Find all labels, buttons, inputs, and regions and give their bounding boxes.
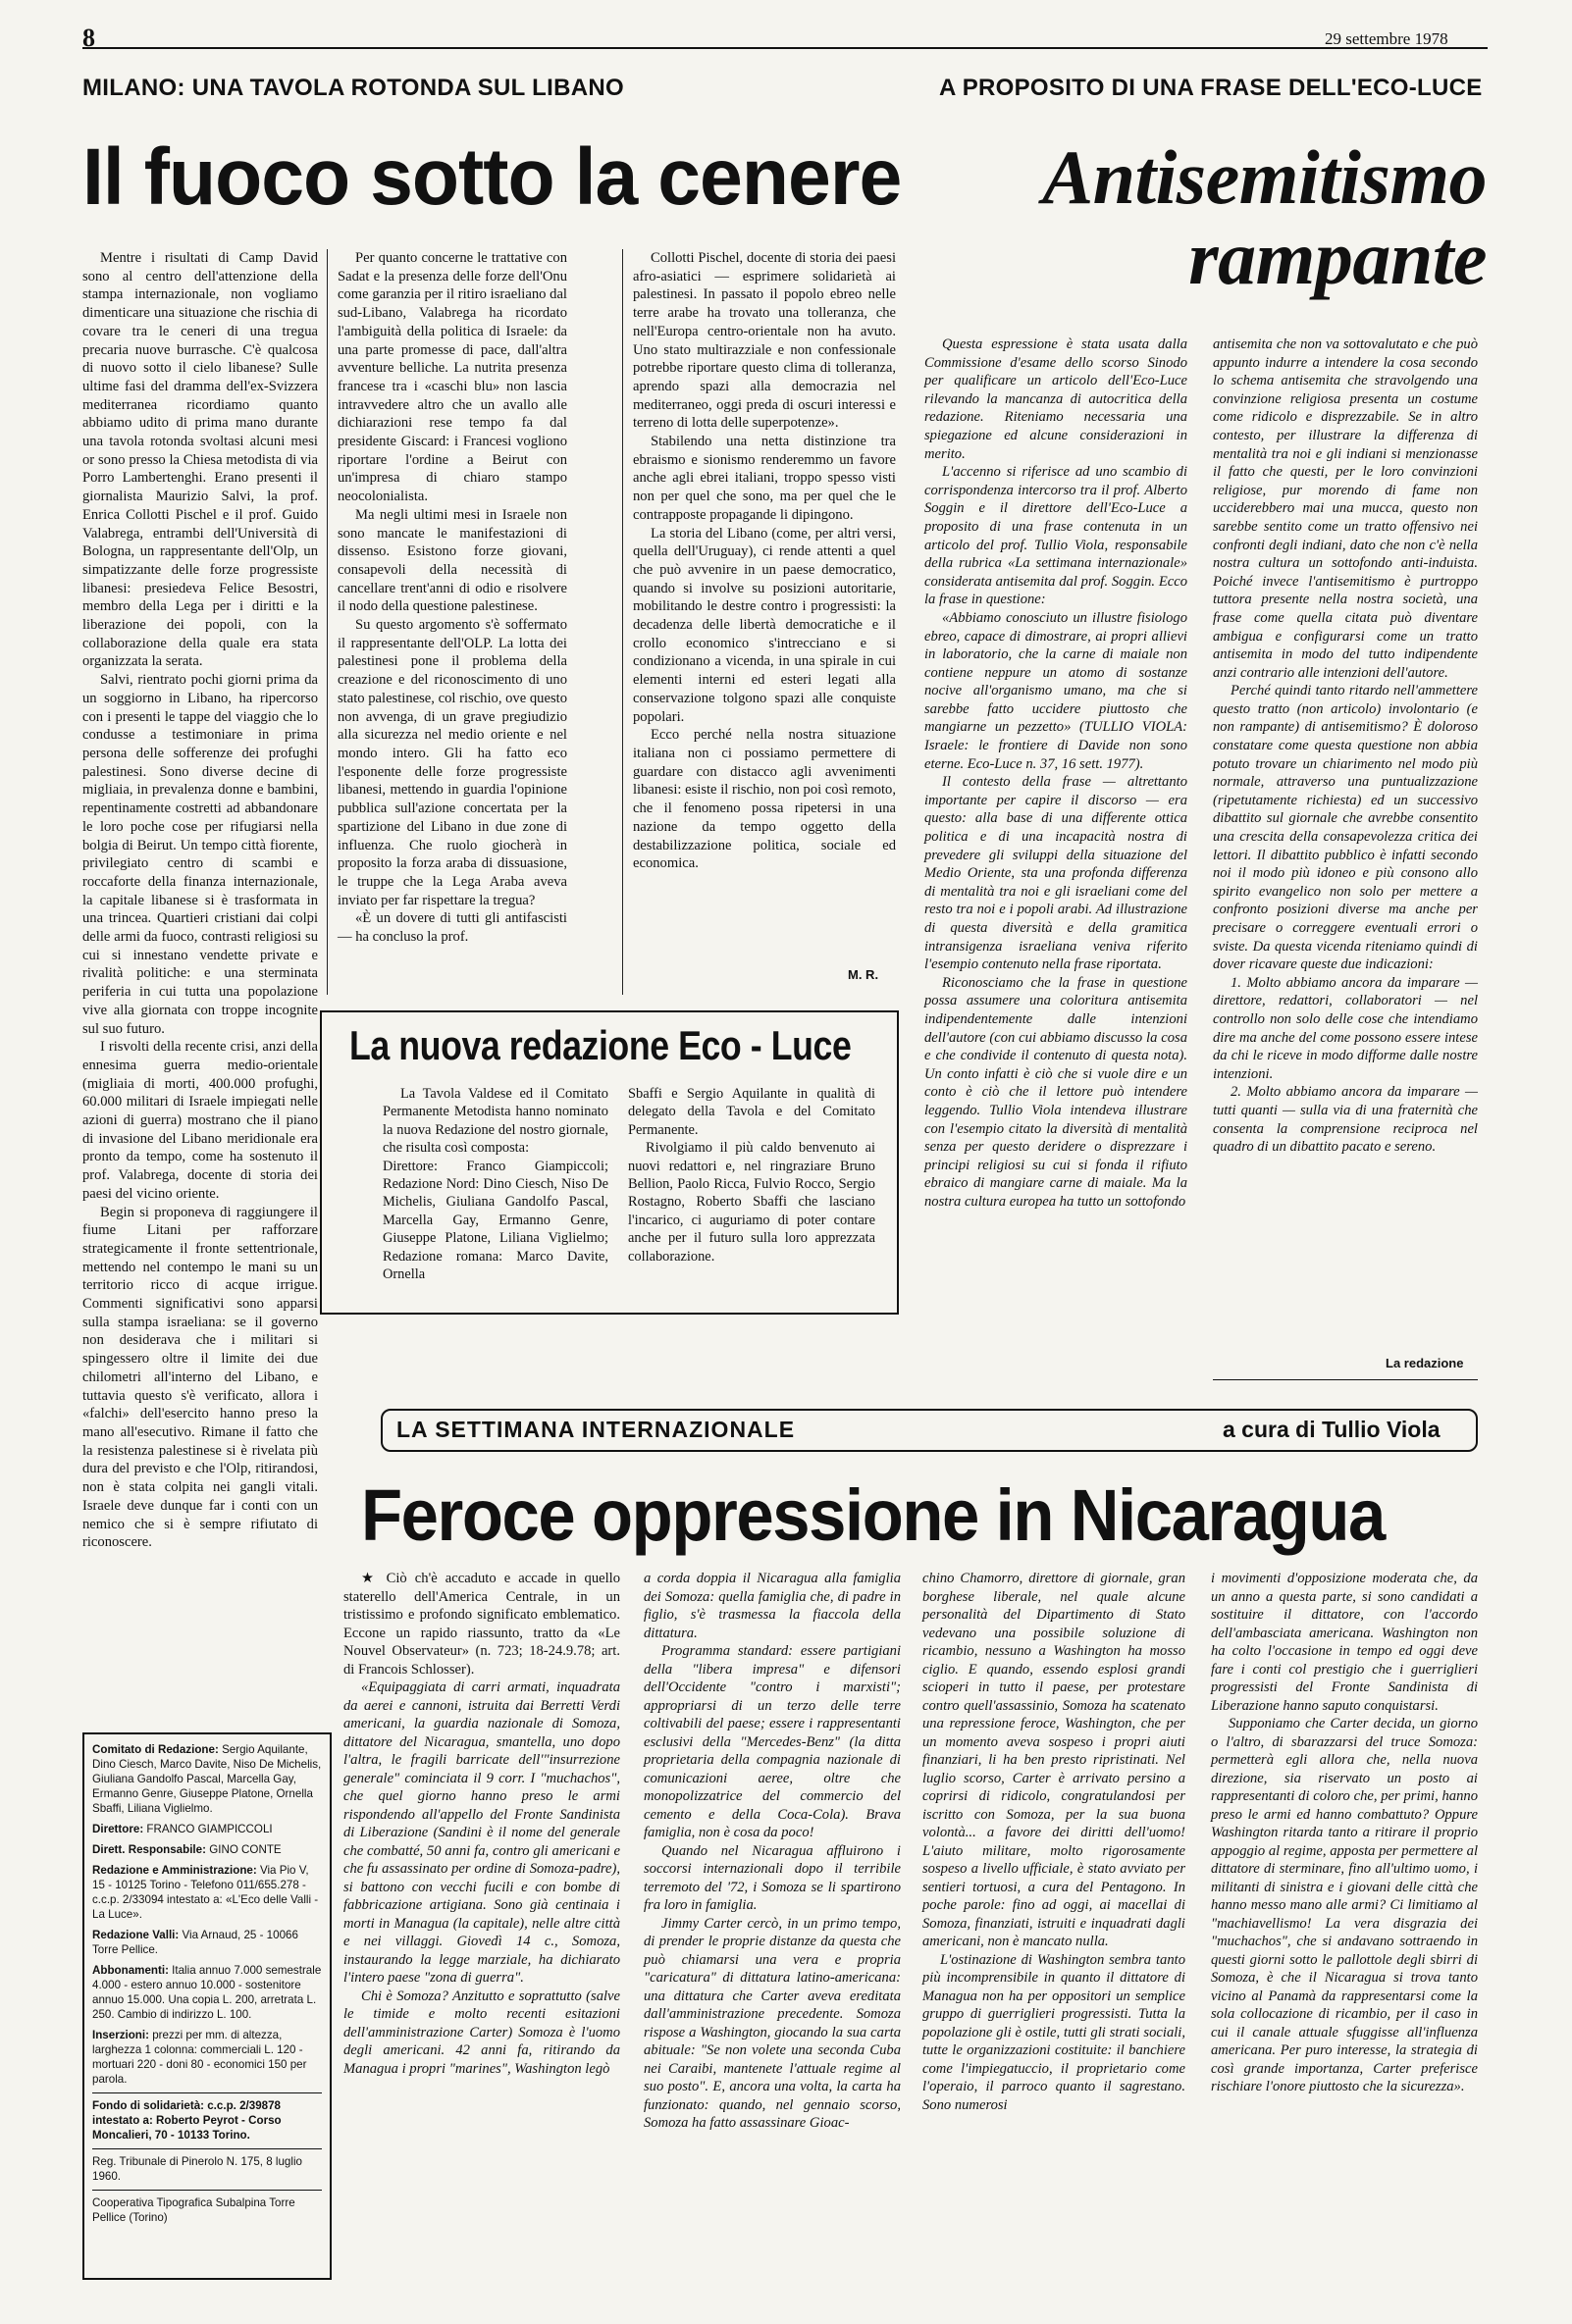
- paragraph: Ecco perché nella nostra situazione italiana non ci possiamo permettere di guardare con distacco agli avvenimenti libanesi: esiste il rischio, non poi così remoto, che il fenomeno possa ripetersi in una nazione da tempo oggetto della destabilizzazione politica, sociale ed economica.: [633, 727, 896, 872]
- article-end-rule: [1213, 1379, 1478, 1380]
- paragraph: «Equipaggiata di carri armati, inquadrata da aerei e cannoni, istruita dai Berretti Verdi americani, la guardia nazionale di Somoza, dittatore del Nicaragua, smantella, uno dopo l'altra, le fragili barricate dell'"insurrezione generale" cominciata il 9 corr. I "muchachos", che quel giorno hanno preso le armi rispondendo all'appello del Fronte Sandinista di Liberazione (Sandini è il nome del generale che combatté, 50 anni fa, contro gli americani e che fu assassinato per ordine di Somoza-padre), si battono con vecchi fucili e con bombe di fabbricazione artigiana. Sono già centinaia i morti in Managua (la capitale), nelle altre città e nei villaggi. Giovedì 14 c., Somoza, instaurando la legge marziale, ha dichiarato l'intero paese "zona di guerra".: [343, 1679, 620, 1986]
- paragraph: 2. Molto abbiamo ancora da imparare — tutti quanti — sulla via di una fraternità che consenta la comprensione reciproca nel quadro di un dibattito pacato e sereno.: [1213, 1084, 1478, 1156]
- paragraph: Stabilendo una netta distinzione tra ebraismo e sionismo renderemmo un favore anche agli ebrei italiani, troppo spesso visti non per quel che sono, ma per quel che le contrapposte propagande li dipingono.: [633, 434, 896, 523]
- paragraph: Riconosciamo che la frase in questione possa assumere una coloritura antisemita indipendentemente dalle intenzioni dell'autore (con cui abbiamo discusso la cosa e che condivide il contenuto di questa nota). Un conto infatti è ciò che si vuole dire e un conto è ciò che il lettore può intendere leggendo. Tullio Viola intendeva illustrare con l'esempio citato la diversità di mentalità senza per questo deridere o disprezzare i principi religiosi su cui si fonda il rifiuto ebraico di mangiare carne di maiale. Ma la nostra cultura europea ha tutto un sottofondo: [924, 974, 1187, 1210]
- masthead-registration: Reg. Tribunale di Pinerolo N. 175, 8 luglio 1960.: [92, 2148, 322, 2184]
- paragraph: Il contesto della frase — altrettanto importante per capire il discorso — era questo: alla base di una differente ottica politica e di una incapacità nostra di prevedere gli sviluppi della situazione del Medio Oriente, sta una profonda differenza di mentalità tra noi e gli israeliani come del resto tra noi e i popoli arabi. Ad illustrazione di questa diversità e della gramitica intransigenza israeliana veniva riferito l'esempio contenuto nella frase riportata.: [924, 774, 1187, 973]
- paragraph: Programma standard: essere partigiani della "libera impresa" e difensori dell'Occidente "contro i marxisti"; appropriarsi di un terzo delle terre coltivabili del paese; essere i rappresentanti esclusivi della "Mercedes-Benz" (la ditta proprietaria della compagnia nazionale di comunicazioni aeree, oltre che monopolizzatrice del commercio del cemento e della Coca-Cola). Brava famiglia, non è cosa da poco!: [644, 1643, 901, 1840]
- masthead-direttore: [92, 1822, 322, 1836]
- right-article-headline: [991, 134, 1487, 300]
- nuova-redazione-col1: [383, 1085, 608, 1309]
- nuova-redazione-title: La nuova redazione Eco - Luce: [349, 1022, 852, 1068]
- paragraph: I risvolti della recente crisi, anzi della ennesima guerra medio-orientale (migliaia di morti, 400.000 profughi, 60.000 militari di Israele impiegati nelle azioni di guerra) mostrano che il piano di invasione del Libano meridionale era pronto da tempo, come ha sostenuto il prof. Valabrega, docente di storia dei paesi del vicino oriente.: [82, 1039, 318, 1202]
- settimana-col1: [343, 1570, 620, 2286]
- left-article-col2: [338, 249, 567, 995]
- value: Via Arnaud, 25 - 10066 Torre Pellice.: [92, 1929, 298, 1956]
- paragraph: Per quanto concerne le trattative con Sadat e la presenza delle forze dell'Onu come garanzia per il ritiro israeliano dal sud-Libano, Valabrega ha ricordato l'ambiguità della politica di Israele: da una parte promesse di pace, dall'altra avventure belliche. La nutrita presenza francese tra i «caschi blu» non lascia intravvedere altro che un avallo alle dichiarazioni rese tempo fa dal presidente Giscard: i Francesi vogliono riportare l'ordine a Beirut con un'impresa di chiaro stampo neocolonialista.: [338, 250, 567, 505]
- label: Comitato di Redazione:: [92, 1743, 219, 1756]
- page-number: 8: [82, 24, 95, 52]
- left-article-kicker: MILANO: UNA TAVOLA ROTONDA SUL LIBANO: [82, 75, 624, 101]
- value: Italia annuo 7.000 semestrale 4.000 - estero annuo 10.000 - sostenitore annuo 15.000. Una copia L. 200, arretrata L. 250. Cambio di indirizzo L. 100.: [92, 1964, 322, 2021]
- right-headline-line1: Antisemitismo: [1042, 134, 1487, 220]
- paragraph: Chi è Somoza? Anzitutto e soprattutto (salve le timide e molto recenti esitazioni dell'amministrazione Carter) Somoza è l'uomo degli americani. 42 anni fa, ritirando da Managua i propri "marines", Washington legò: [343, 1988, 620, 2077]
- value: GINO CONTE: [209, 1843, 282, 1856]
- paragraph: Supponiamo che Carter decida, un giorno o l'altro, di sbarazzarsi del truce Somoza: permetterà egli allora che, nella nuova direzione, sia riservato un posto ai rappresentanti di coloro che, per primi, hanno preso le armi ed hanno combattuto? Oppure Washington ritarda tanto a ritirare il proprio appoggio al regime, apposta per permettere al dittatore di sterminare, fino all'ultimo uomo, i militanti di sinistra e i giovani delle città che hanno messo mano alle armi? Ci limitiamo al "machiavellismo! La vera disgrazia dei "muchachos", che si andavano sottraendo in questi giorni sotto le pallottole degli sbirri di Somoza, è che il Nicaragua si trova tanto vicino al Panamà da rappresentarsi come la sola collocazione di ricambio, per il caso in cui il canale attuale sfuggisse all'influenza americana. Per puro interesse, la strategia di così grande importanza, Carter preferisce rischiare l'onore piuttosto che la sicurezza».: [1211, 1716, 1478, 2094]
- settimana-col3: [922, 1570, 1185, 2286]
- settimana-col2: [644, 1570, 901, 2286]
- paragraph: L'accenno si riferisce ad uno scambio di corrispondenza intercorso tra il prof. Alberto Soggin e il direttore dell'Eco-Luce a proposito di una frase contenuta in un articolo del prof. Tullio Viola, responsabile della rubrica «La settimana internazionale» considerata antisemita dal prof. Soggin. Ecco la frase in questione:: [924, 464, 1187, 608]
- paragraph: Jimmy Carter cercò, in un primo tempo, di prender le proprie distanze da questa che può chiamarsi una vera e propria "caricatura" di dittatura latino-americana: una dittatura che Carter aveva ereditata dall'amministrazione precedente. Somoza rispose a Washington, giocando la sua carta abituale: "Se non volete una seconda Cuba nei Caraibi, mantenete l'attuale regime al suo posto". E, ancora una volta, la carta ha funzionato: quando, nel gennaio scorso, Somoza ha fatto assassinare Gioac-: [644, 1915, 901, 2131]
- settimana-byline: a cura di Tullio Viola: [1223, 1417, 1441, 1442]
- value: Sergio Aquilante, Dino Ciesch, Marco Davite, Niso De Michelis, Giuliana Gandolfo Pascal, Marcella Gay, Ermanno Genre, Giuseppe Platone, Ornella Sbaffi, Liliana Viglielmo.: [92, 1743, 322, 1815]
- paragraph: chino Chamorro, direttore di giornale, gran borghese liberale, nel quale alcune personalità del Dipartimento di Stato vedevano una possibile soluzione di ricambio, nessuno a Washington ha mosso ciglio. E quando, essendo esplosi grandi scioperi in tutto il paese, per protestare contro quell'assassinio, Somoza ha scatenato una repressione feroce, Washington, che per un momento aveva sospeso i propri aiuti finanziari, li ha ben presto ripristinati. Nel luglio scorso, Carter è arrivato persino a coprirsi di ridicolo, congratulandosi per iscritto con Somoza, per la sua buona volontà... a favore dei diritti dell'uomo! L'aiuto militare, molto rigorosamente sospeso a livello ufficiale, è stato avviato per sentieri tortuosi, a cura del Pentagono. In poche parole: fino ad oggi, ai macellai di Somoza, finanziati, istruiti e inquadrati dagli americani, non è mancato nulla.: [922, 1571, 1185, 1949]
- masthead-fondo: Fondo di solidarietà: c.c.p. 2/39878 intestato a: Roberto Peyrot - Corso Moncalieri, 70 - 10133 Torino.: [92, 2092, 322, 2143]
- paragraph: Su questo argomento s'è soffermato il rappresentante dell'OLP. La lotta dei palestinesi pone il problema della creazione e del riconoscimento di uno stato palestinese, col rischio, ove questo non avvenga, di un grave pregiudizio alla sicurezza nel medio oriente e nel mondo intero. Gli ha fatto eco l'esponente delle forze progressiste libanesi, mettendo in guardia l'opinione pubblica sull'azione concertata per la spartizione del Libano in due zone di influenza. Che ruolo giocherà in proposito la forza araba di dissuasione, le truppe che la Lega Araba aveva inviato per far rispettare la tregua?: [338, 617, 567, 908]
- label: Redazione Valli:: [92, 1929, 180, 1941]
- paragraph: ★ Ciò ch'è accaduto e accade in quello staterello dell'America Centrale, in un tristissimo e profondo significato emblematico. Eccone un rapido riassunto, tratto da «Le Nouvel Observateur» (n. 723; 18-24.9.78; art. di Francois Schlosser).: [343, 1571, 620, 1678]
- nuova-redazione-box: [320, 1010, 899, 1315]
- left-article-col3: [633, 249, 896, 946]
- paragraph: «È un dovere di tutti gli antifascisti — ha concluso la prof.: [338, 910, 567, 946]
- paragraph: Sbaffi e Sergio Aquilante in qualità di delegato della Tavola e del Comitato Permanente.: [628, 1086, 875, 1138]
- right-article-col2: [1213, 336, 1478, 1326]
- settimana-headline: Feroce oppressione in Nicaragua: [361, 1474, 1385, 1556]
- settimana-col4: [1211, 1570, 1478, 2286]
- paragraph: Direttore: Franco Giampiccoli; Redazione Nord: Dino Ciesch, Niso De Michelis, Giuliana Gandolfo Pascal, Marcella Gay, Ermanno Genre, Giuseppe Platone, Liliana Viglielmo; Redazione romana: Marco Davite, Ornella: [383, 1158, 608, 1283]
- label: Inserzioni:: [92, 2029, 149, 2041]
- paragraph: Questa espressione è stata usata dalla Commissione d'esame dello scorso Sinodo per qualificare un articolo dell'Eco-Luce rilevando la mancanza di autocritica della redazione. Riteniamo necessaria una spiegazione ed alcune considerazioni in merito.: [924, 336, 1187, 462]
- header-rule: [82, 47, 1488, 49]
- left-article-headline: Il fuoco sotto la cenere: [82, 132, 902, 222]
- right-article-kicker: A PROPOSITO DI UNA FRASE DELL'ECO-LUCE: [939, 75, 1483, 101]
- masthead-valli: [92, 1928, 322, 1957]
- paragraph: L'ostinazione di Washington sembra tanto più incomprensibile in quanto il dittatore di Managua non ha per oppositori un semplice gruppo di guerriglieri progressisti. Tutta la popolazione gli è ostile, tutti gli strati sociali, tutte le organizzazioni costituite: il banchiere come l'impiegatuccio, il proprietario come l'operaio, il parroco quanto il sagrestano. Sono numerosi: [922, 1951, 1185, 2113]
- paragraph: Collotti Pischel, docente di storia dei paesi afro-asiatici — esprimere solidarietà ai palestinesi. In passato il popolo ebreo nelle terre arabe ha trovato una tolleranza, che nell'Europa centro-orientale non ha avuto. Uno stato multirazziale e non confessionale potrebbe riportare questo clima di tolleranza, aprendo spazi alla democrazia nel mediterraneo, oggi preda di oscuri interessi e terreno di lotta delle superpotenze».: [633, 250, 896, 432]
- label: Direttore:: [92, 1823, 144, 1835]
- right-headline-line2: rampante: [1188, 214, 1487, 300]
- paragraph: Salvi, rientrato pochi giorni prima da un soggiorno in Libano, ha ripercorso con i presenti le tappe del viaggio che lo condusse a testimoniare in prima persona delle sofferenze dei profughi palestinesi. Sono diverse decine di migliaia, in prevalenza donne e bambini, repentinamente costretti ad abbandonare le loro poche cose per rifugiarsi nella bolgia di Beirut. Un tempo città fiorente, privilegiato centro di scambi e roccaforte della finanza internazionale, la capitale libanese si è trasformata in una trincea. Quartieri cristiani dai colpi delle armi da fuoco, contrasti religiosi su cui si innestano vendette private e rivalità politiche: e una sterminata periferia in cui tutta una popolazione vive alla giornata con troppe incognite sul suo futuro.: [82, 672, 318, 1037]
- right-article-col1: [924, 336, 1187, 1375]
- settimana-title: LA SETTIMANA INTERNAZIONALE: [396, 1417, 796, 1442]
- masthead-inserzioni: [92, 2028, 322, 2087]
- issue-date: 29 settembre 1978: [1325, 29, 1448, 48]
- paragraph: «Abbiamo conosciuto un illustre fisiologo ebreo, capace di dimostrare, ai propri allievi in laboratorio, che la carne di maiale non contiene neppure un atomo di sostanze nocive all'organismo umano, ma che si sarebbe fatto uccidere piuttosto che mangiarne un pezzetto» (TULLIO VIOLA: Israele: le frontiere di Davide non sono eterne. Eco-Luce n. 37, 16 sett. 1977).: [924, 609, 1187, 772]
- label: Redazione e Amministrazione:: [92, 1864, 257, 1877]
- masthead-box: [82, 1732, 332, 2280]
- value: prezzi per mm. di altezza, larghezza 1 colonna: commerciali L. 120 - mortuari 220 - doni 80 - economici 150 per parola.: [92, 2029, 307, 2086]
- paragraph: Ma negli ultimi mesi in Israele non sono mancate le manifestazioni di dissenso. Esistono forze giovani, consapevoli della necessità di cancellare trent'anni di odio e risolvere il nodo della questione palestinese.: [338, 506, 567, 615]
- value: FRANCO GIAMPICCOLI: [146, 1823, 273, 1835]
- value: Via Pio V, 15 - 10125 Torino - Telefono 011/655.278 - c.c.p. 2/33094 intestato a: «L'Eco delle Valli - La Luce».: [92, 1864, 319, 1921]
- masthead-abbonamenti: [92, 1963, 322, 2022]
- paragraph: La storia del Libano (come, per altri versi, quella dell'Uruguay), ci rende attenti a quel che può avvenire in un paese democratico, quando si involve su posizioni autoritarie, mobilitando le destre contro i progressisti: la decadenza delle libertà democratiche e il crollo economico s'intrecciano e si condizionano a vicenda, in una spirale in cui elementi interni ed esteri legati alla conservazione tolgono spazi alle conquiste popolari.: [633, 525, 896, 725]
- paragraph: La Tavola Valdese ed il Comitato Permanente Metodista hanno nominato la nuova Redazione del nostro giornale, che risulta così composta:: [383, 1086, 608, 1157]
- masthead-comitato: [92, 1742, 322, 1816]
- paragraph: Perché quindi tanto ritardo nell'ammettere questo tratto (non articolo) involontario (e non rampante) di antisemitismo? È doloroso constatare come questa questione non abbia potuto trovare un chiarimento nel modo più normale, attraverso una puntualizzazione (ripetutamente richiesta) ed un successivo dibattito sul giornale che avrebbe consentito una crescita della consapevolezza critica dei lettori. Il dibattito pubblico è infatti secondo noi il modo più idoneo e più consono allo spirito evangelico non solo per mettere a confronto posizioni diverse ma anche per precisare o correggere eventuali errori o sviste. Da questa vicenda riteniamo quindi di dover ricavare queste due indicazioni:: [1213, 683, 1478, 973]
- left-article-signature: M. R.: [848, 967, 879, 982]
- label: Abbonamenti:: [92, 1964, 169, 1977]
- masthead-printer: Cooperativa Tipografica Subalpina Torre Pellice (Torino): [92, 2190, 322, 2225]
- paragraph: Begin si proponeva di raggiungere il fiume Litani per rafforzare strategicamente il fronte settentrionale, mettendo nel contempo le mani su un territorio ricco di acque irrigue. Commenti significativi sono apparsi sulla stampa israeliana: se il governo non desiderava che i militari si spingessero oltre il limite dei due chilometri all'interno del Libano, e tuttavia questo s'è verificato, allora i «falchi» dell'esercito hanno preso la mano all'esecutivo. Rimane il fatto che la resistenza palestinese si è rivelata più dura del previsto e che l'Olp, ritirandosi, non è stata colpita nei gangli vitali. Israele deve dunque far i conti con un nemico che si è sempre rifiutato di riconoscere.: [82, 1204, 318, 1551]
- paragraph: a corda doppia il Nicaragua alla famiglia dei Somoza: quella famiglia che, di padre in figlio, s'è trasmessa la fiaccola della dittatura.: [644, 1571, 901, 1641]
- column-rule: [327, 249, 328, 995]
- label: Dirett. Responsabile:: [92, 1843, 206, 1856]
- paragraph: i movimenti d'opposizione moderata che, da un anno a questa parte, si sono candidati a sostituire il dittatore, con l'accordo dell'ambasciata americana. Washington non ha colto l'occasione in tempo ed oggi deve fare i conti col prestigio che i guerriglieri progressisti del Fronte Sandinista di Liberazione hanno saputo conquistarsi.: [1211, 1571, 1478, 1714]
- paragraph: 1. Molto abbiamo ancora da imparare — direttore, redattori, collaboratori — nel controllo non solo delle cose che intendiamo dire ma anche del come possono essere intese da chi le riceve in modo difforme dalle nostre intenzioni.: [1213, 974, 1478, 1082]
- nuova-redazione-col2: [628, 1085, 875, 1309]
- column-rule: [622, 249, 623, 995]
- left-article-col1: [82, 249, 318, 1551]
- paragraph: Quando nel Nicaragua affluirono i soccorsi internazionali dopo il terribile terremoto del '72, i Somoza se li spartirono fra loro in famiglia.: [644, 1842, 901, 1913]
- paragraph: antisemita che non va sottovalutato e che può appunto indurre a intendere la cosa secondo lo schema antisemita che stravolgendo una convinzione religiosa presenta un costume come ridicolo e disprezzabile. Se in altro contesto, per illustrare la differenza di mentalità tra noi e gli indiani si menzionasse il fatto che questi, per le loro convinzioni religiose, pur morendo di fame non ucciderebbero mai una mucca, questo non sarebbe sentito come un tratto offensivo nei confronti degli indiani, dato che non c'è nella nostra cultura un sottofondo anti-induista. Poiché invece l'antisemitismo è purtroppo tuttora presente nella nostra società, una frase come quella citata può diventare ambigua e configurarsi come un tratto antisemita in modo del tutto indipendente anzi contrario alle intenzioni dell'autore.: [1213, 336, 1478, 681]
- masthead-redazione: [92, 1863, 322, 1922]
- masthead-responsabile: [92, 1842, 322, 1857]
- right-article-signature: La redazione: [1386, 1356, 1464, 1370]
- paragraph: Rivolgiamo il più caldo benvenuto ai nuovi redattori e, nel ringraziare Bruno Bellion, Paolo Ricca, Fulvio Rocco, Sergio Rostagno, Roberto Sbaffi che lasciano l'incarico, ci auguriamo di poter contare anche per il futuro sulla loro apprezzata collaborazione.: [628, 1140, 875, 1265]
- paragraph: Mentre i risultati di Camp David sono al centro dell'attenzione della stampa internazionale, non vogliamo dimenticare una situazione che rischia di covare tra le ceneri di una tregua precaria nuove burrasche. C'è qualcosa di nuovo sotto il cielo libanese? Sulle ultime fasi del dramma dell'ex-Svizzera mediterranea ricordiamo quanto abbiamo udito di prima mano durante una tavola rotonda svoltasi alcuni mesi or sono presso la Chiesa metodista di via Porro Lambertenghi. Erano presenti il giornalista Maurizio Salvi, la prof. Enrica Collotti Pischel e il prof. Guido Valabrega, entrambi dell'Università di Bologna, un rappresentante dell'Olp, un simpatizzante delle forze progressiste libanesi: presiedeva Felice Besostri, membro della Lega per i diritti e la liberazione dei popoli, con la collaborazione della quale era stata organizzata la serata.: [82, 250, 318, 670]
